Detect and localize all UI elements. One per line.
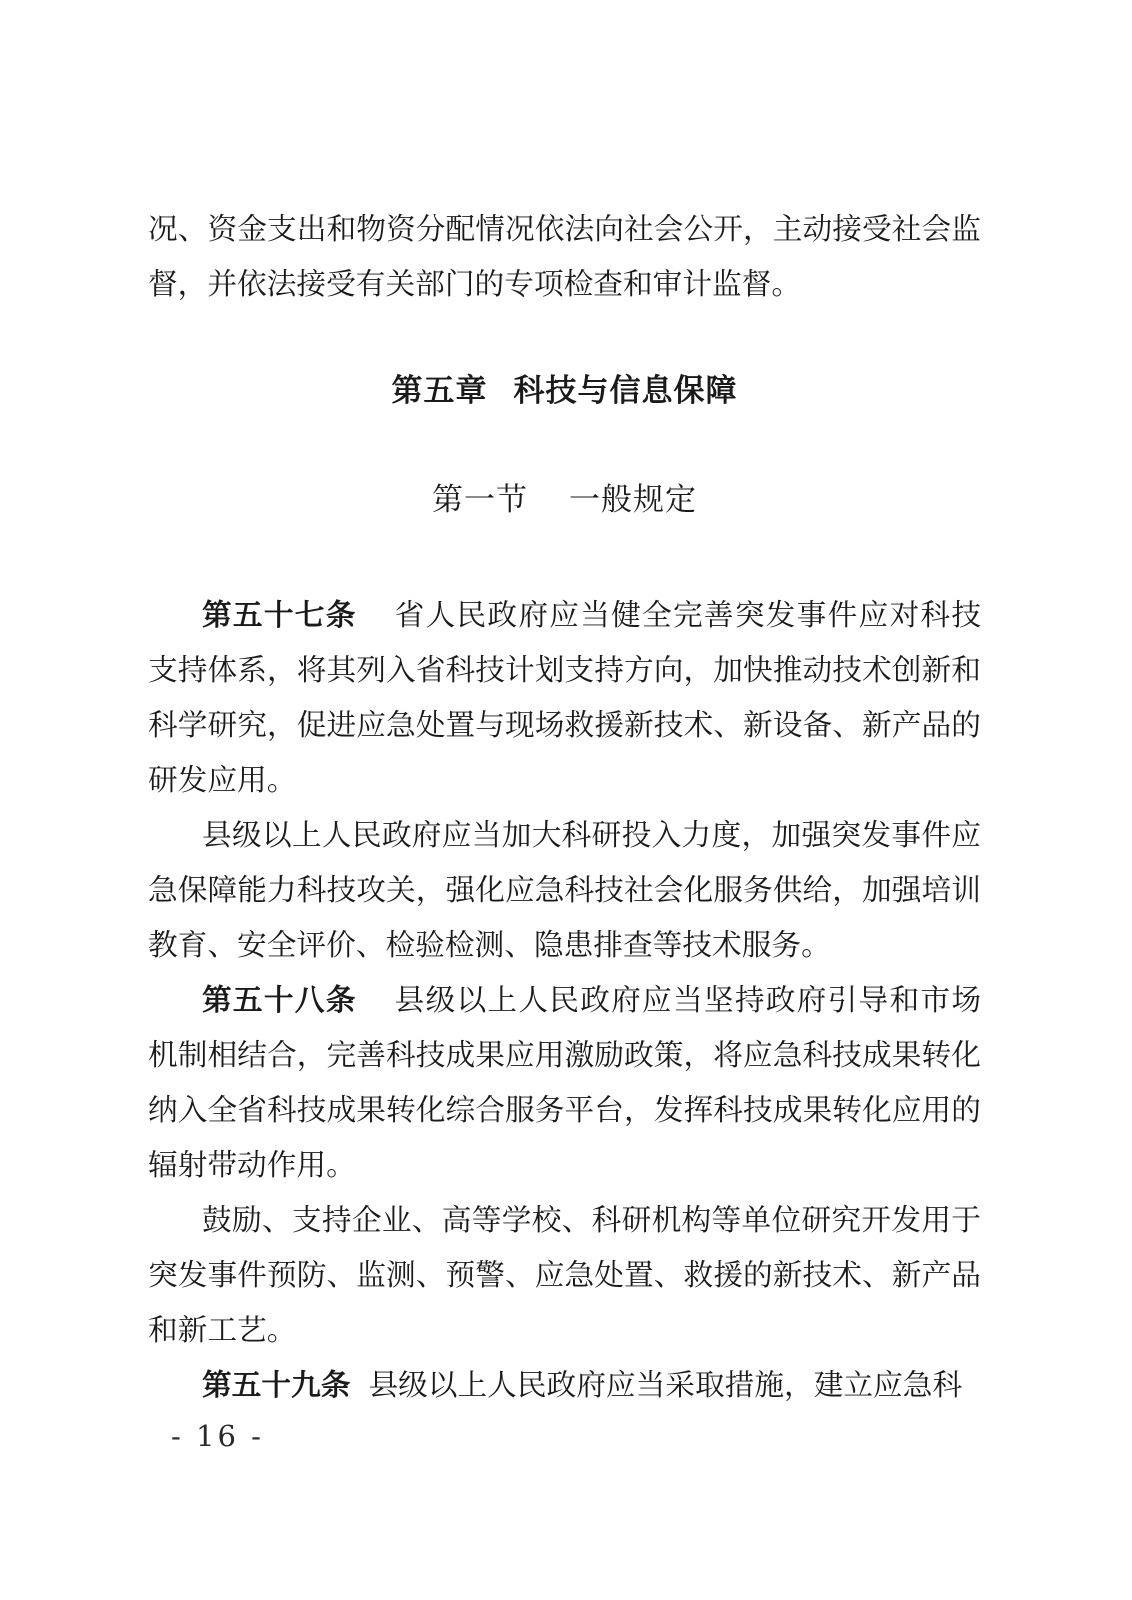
article-57-number: 第五十七条 — [202, 598, 357, 633]
section-title: 一般规定 — [569, 482, 697, 518]
article-59-number: 第五十九条 — [202, 1368, 351, 1403]
article-58-text: 县级以上人民政府应当坚持政府引导和市场机制相结合，完善科技成果应用激励政策，将应急科技成果转化纳入全省科技成果转化综合服务平台，发挥科技成果转化应用的辐射带动作用。 — [148, 983, 982, 1183]
chapter-number: 第五章 — [391, 373, 488, 409]
article-58-number: 第五十八条 — [202, 983, 357, 1018]
article-58 — [148, 973, 981, 1193]
section-number: 第一节 — [432, 482, 528, 518]
chapter-title: 科技与信息保障 — [513, 373, 738, 409]
article-57-text: 省人民政府应当健全完善突发事件应对科技支持体系，将其列入省科技计划支持方向，加快推动技术创新和科学研究，促进应急处置与现场救援新技术、新设备、新产品的研发应用。 — [148, 598, 982, 798]
body-paragraph: 鼓励、支持企业、高等学校、科研机构等单位研究开发用于突发事件预防、监测、预警、应急处置、救援的新技术、新产品和新工艺。 — [148, 1203, 981, 1348]
document-body — [148, 0, 981, 1413]
continuation-paragraph: 况、资金支出和物资分配情况依法向社会公开，主动接受社会监督，并依法接受有关部门的专项检查和审计监督。 — [148, 212, 981, 302]
article-57 — [148, 588, 981, 808]
page-number: - 16 - — [171, 1419, 264, 1453]
section-heading — [148, 473, 981, 528]
body-paragraph: 县级以上人民政府应当加大科研投入力度，加强突发事件应急保障能力科技攻关，强化应急科技社会化服务供给，加强培训教育、安全评价、检验检测、隐患排查等技术服务。 — [148, 818, 981, 963]
article-59 — [148, 1358, 981, 1413]
chapter-heading — [148, 364, 981, 419]
article-59-text: 县级以上人民政府应当采取措施，建立应急科 — [368, 1368, 963, 1403]
